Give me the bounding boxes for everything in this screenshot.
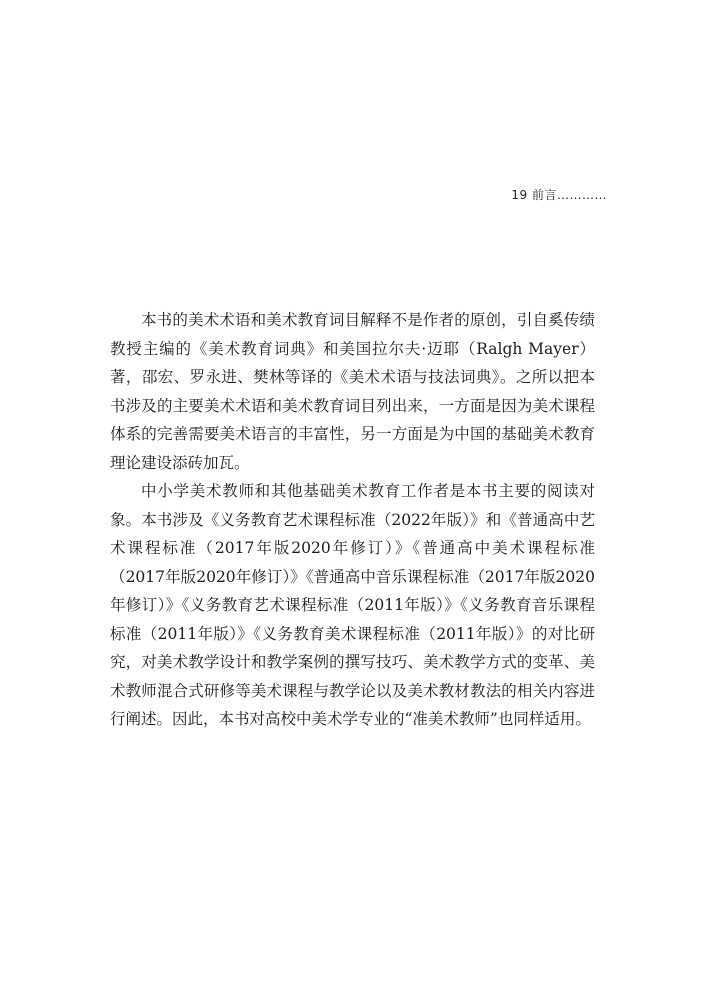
paragraph-1: 本书的美术术语和美术教育词目解释不是作者的原创，引自奚传绩教授主编的《美术教育词典》和美国拉尔夫·迈耶（Ralgh Mayer）著，邵宏、罗永进、樊林等译的《美术术语与技法词典》。之所以把本书涉及的主要美术术语和美术教育词目列出来，一方面是因为美术课程体系的完善需要美术语言的丰富性，另一方面是为中国的基础美术教育理论建设添砖加瓦。 xyxy=(110,311,595,472)
running-header xyxy=(511,186,607,203)
paragraph-2: 中小学美术教师和其他基础美术教育工作者是本书主要的阅读对象。本书涉及《义务教育艺术课程标准（2022年版）》和《普通高中艺术课程标准（2017年版2020年修订）》《普通高中美术课程标准（2017年版2020年修订）》《普通高中音乐课程标准（2017年版2020年修订）》《义务教育艺术课程标准（2011年版）》《义务教育音乐课程标准（2011年版）》《义务教育美术课程标准（2011年版）》的对比研究，对美术教学设计和教学案例的撰写技巧、美术教学方式的变革、美术教师混合式研修等美术课程与教学论以及美术教材教法的相关内容进行阐述。因此，本书对高校中美术学专业的“准美术教师”也同样适用。 xyxy=(110,482,595,728)
section-title: 前言 xyxy=(531,188,557,202)
page-number: 19 xyxy=(511,188,528,202)
preface-body xyxy=(110,306,595,734)
dot-leader: ………… xyxy=(557,188,607,202)
